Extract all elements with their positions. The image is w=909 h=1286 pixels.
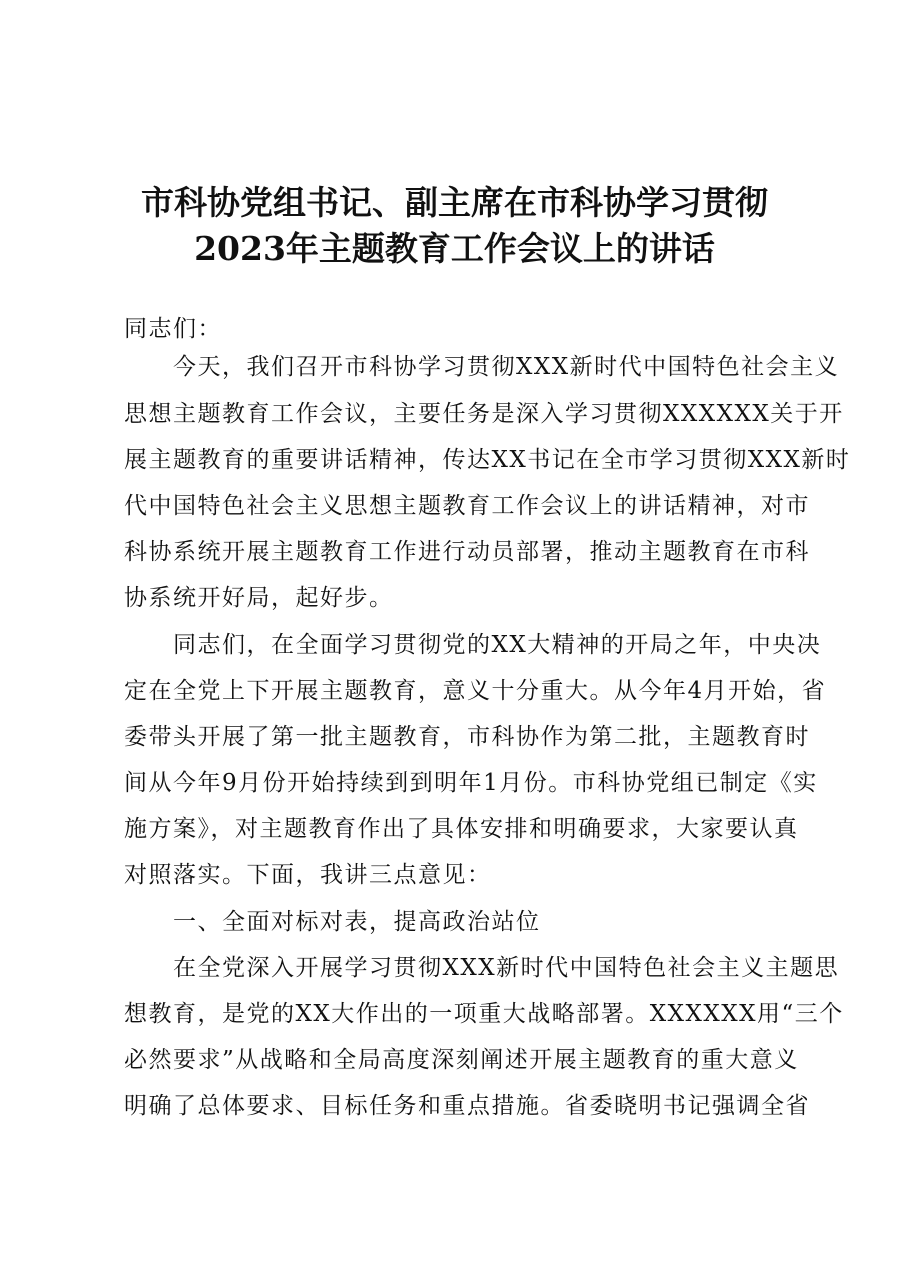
document-title-line-1: 市科协党组书记、副主席在市科协学习贯彻 xyxy=(141,183,768,222)
body-line: 施方案》，对主题教育作出了具体安排和明确要求，大家要认真 xyxy=(124,816,799,842)
body-line: 对照落实。下面，我讲三点意见： xyxy=(124,862,492,888)
body-line: 今天，我们召开市科协学习贯彻XXX新时代中国特色社会主义 xyxy=(124,354,840,380)
section-heading: 一、全面对标对表，提高政治站位 xyxy=(124,909,541,935)
salutation: 同志们： xyxy=(124,316,222,342)
body-line: 同志们，在全面学习贯彻党的XX大精神的开局之年，中央决 xyxy=(124,632,822,658)
document-title-line-2: 2023年主题教育工作会议上的讲话 xyxy=(194,229,715,268)
body-line: 代中国特色社会主义思想主题教育工作会议上的讲话精神，对市 xyxy=(124,493,810,519)
body-line: 委带头开展了第一批主题教育，市科协作为第二批，主题教育时 xyxy=(124,724,810,750)
body-line: 定在全党上下开展主题教育，意义十分重大。从今年4月开始，省 xyxy=(124,678,827,704)
body-line: 协系统开好局，起好步。 xyxy=(124,585,394,611)
body-line: 想教育，是党的XX大作出的一项重大战略部署。XXXXXX用“三个 xyxy=(124,1001,844,1027)
body-line: 在全党深入开展学习贯彻XXX新时代中国特色社会主义主题思 xyxy=(124,955,840,981)
body-line: 展主题教育的重要讲话精神，传达XX书记在全市学习贯彻XXX新时 xyxy=(124,447,851,473)
body-line: 科协系统开展主题教育工作进行动员部署，推动主题教育在市科 xyxy=(124,539,810,565)
body-line: 必然要求”从战略和全局高度深刻阐述开展主题教育的重大意义 xyxy=(124,1047,799,1073)
body-line: 间从今年9月份开始持续到到明年1月份。市科协党组已制定《实 xyxy=(124,770,818,796)
body-line: 明确了总体要求、目标任务和重点措施。省委晓明书记强调全省 xyxy=(124,1093,810,1119)
body-line: 思想主题教育工作会议，主要任务是深入学习贯彻XXXXXX关于开 xyxy=(124,401,844,427)
